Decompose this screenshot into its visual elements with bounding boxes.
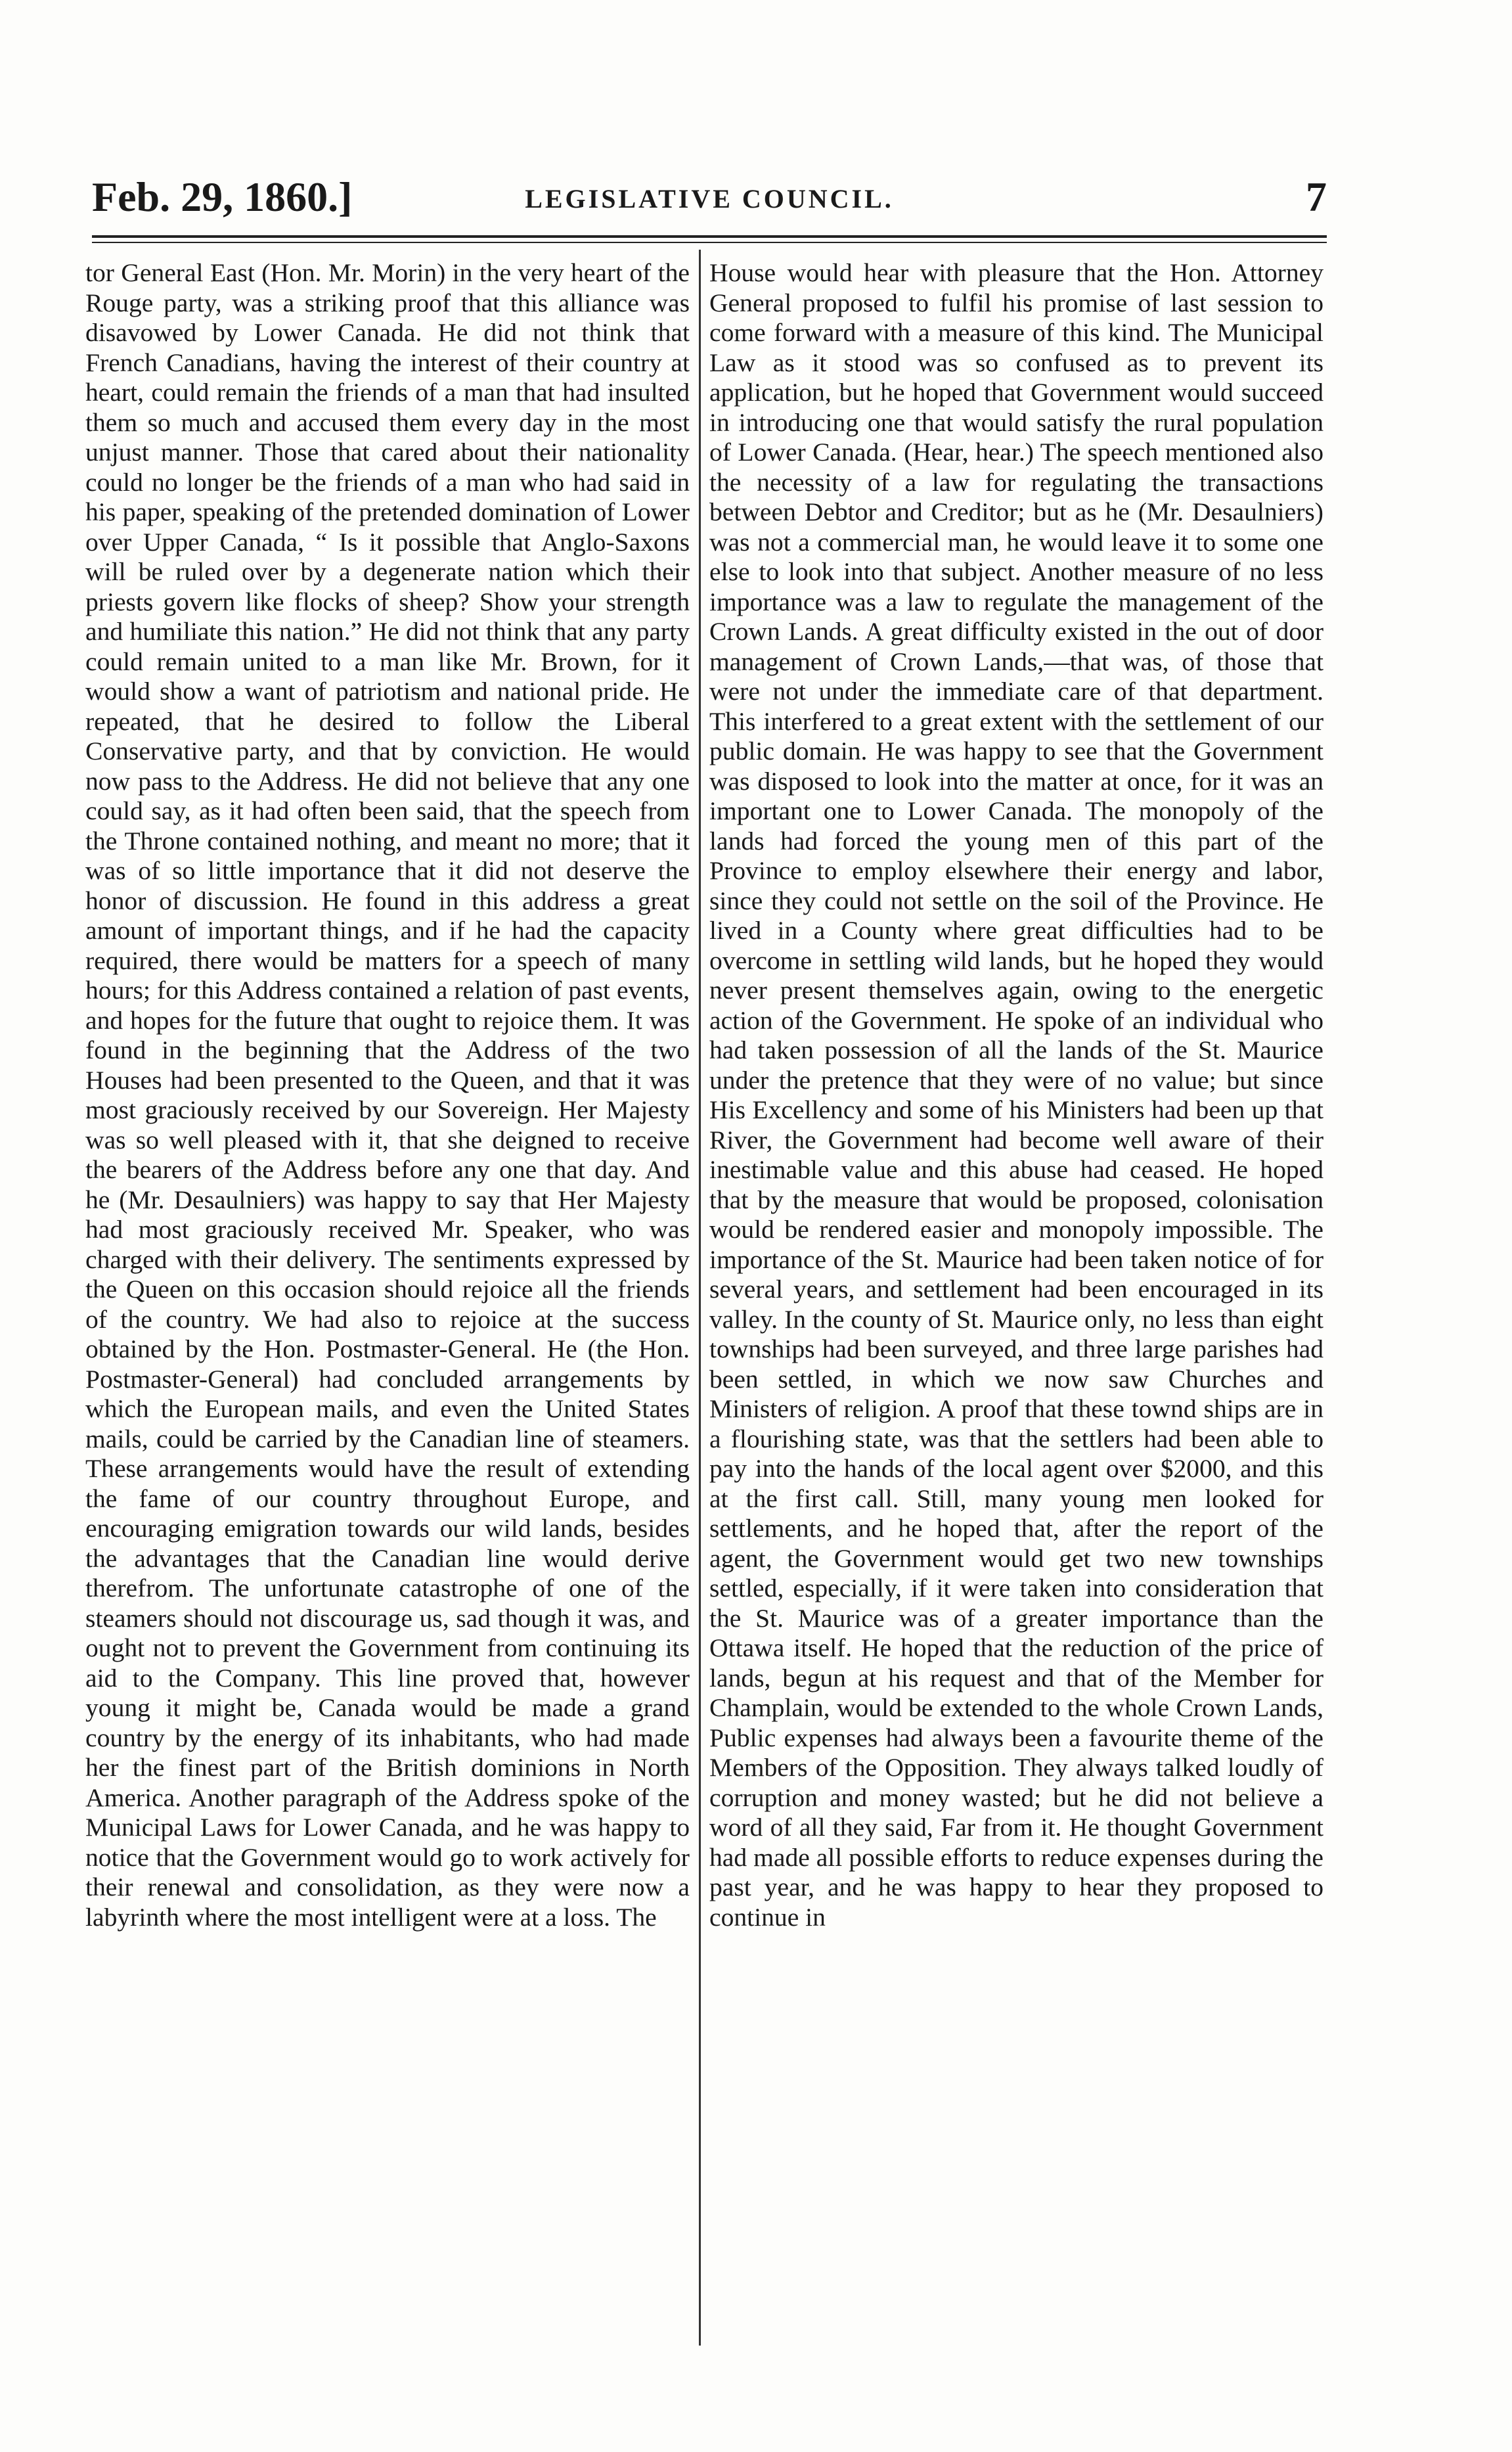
- running-title: LEGISLATIVE COUNCIL.: [525, 184, 894, 214]
- left-column: [85, 258, 690, 2361]
- page-header: [92, 168, 1327, 227]
- right-column: [709, 258, 1323, 2361]
- left-column-text: tor General East (Hon. Mr. Morin) in the very heart of the Rouge party, was a striking proof that this alliance was disavowed by Lower Canada. He did not think that French Canadians, having the interest of their country at heart, could remain the friends of a man that had insulted them so much and accused them every day in the most unjust manner. Those that cared about their nationality could no longer be the friends of a man who had said in his paper, speaking of the pretended domination of Lower over Upper Canada, “ Is it possible that Anglo-Saxons will be ruled over by a degenerate nation which their priests govern like flocks of sheep? Show your strength and humiliate this nation.” He did not think that any party could remain united to a man like Mr. Brown, for it would show a want of patriotism and national pride. He repeated, that he desired to follow the Liberal Conservative party, and that by conviction. He would now pass to the Address. He did not believe that any one could say, as it had often been said, that the speech from the Throne contained nothing, and meant no more; that it was of so little importance that it did not deserve the honor of discussion. He found in this address a great amount of important things, and if he had the capacity required, there would be matters for a speech of many hours; for this Address contained a relation of past events, and hopes for the future that ought to rejoice them. It was found in the beginning that the Address of the two Houses had been presented to the Queen, and that it was most graciously received by our Sovereign. Her Majesty was so well pleased with it, that she deigned to receive the bearers of the Address before any one that day. And he (Mr. Desaulniers) was happy to say that Her Majesty had most graciously received Mr. Speaker, who was charged with their delivery. The sentiments expressed by the Queen on this occasion should rejoice all the friends of the country. We had also to rejoice at the success obtained by the Hon. Postmaster-General. He (the Hon. Postmaster-General) had concluded arrangements by which the European mails, and even the United States mails, could be carried by the Canadian line of steamers. These arrangements would have the result of extending the fame of our country throughout Europe, and encouraging emigration towards our wild lands, besides the advantages that the Canadian line would derive therefrom. The unfortunate catastrophe of one of the steamers should not discourage us, sad though it was, and ought not to prevent the Government from continuing its aid to the Company. This line proved that, however young it might be, Canada would be made a grand country by the energy of its inhabitants, who had made her the finest part of the British dominions in North America. Another paragraph of the Address spoke of the Municipal Laws for Lower Canada, and he was happy to notice that the Government would go to work actively for their renewal and consolidation, as they were now a labyrinth where the most intelligent were at a loss. The: [85, 258, 690, 1932]
- column-divider: [699, 250, 701, 2346]
- right-column-text: House would hear with pleasure that the Hon. Attorney General proposed to fulfil his promise of last session to come forward with a measure of this kind. The Municipal Law as it stood was so confused as to prevent its application, but he hoped that Government would succeed in introducing one that would satisfy the rural population of Lower Canada. (Hear, hear.) The speech mentioned also the necessity of a law for regulating the transactions between Debtor and Creditor; but as he (Mr. Desaulniers) was not a commercial man, he would leave it to some one else to look into that subject. Another measure of no less importance was a law to regulate the management of the Crown Lands. A great difficulty existed in the out of door management of Crown Lands,—that was, of those that were not under the immediate care of that department. This interfered to a great extent with the settlement of our public domain. He was happy to see that the Government was disposed to look into the matter at once, for it was an important one to Lower Canada. The monopoly of the lands had forced the young men of this part of the Province to employ elsewhere their energy and labor, since they could not settle on the soil of the Province. He lived in a County where great difficulties had to be overcome in settling wild lands, but he hoped they would never present themselves again, owing to the energetic action of the Government. He spoke of an individual who had taken possession of all the lands of the St. Maurice under the pretence that they were of no value; but since His Excellency and some of his Ministers had been up that River, the Government had become well aware of their inestimable value and this abuse had ceased. He hoped that by the measure that would be proposed, colonisation would be rendered easier and monopoly impossible. The importance of the St. Maurice had been taken notice of for several years, and settlement had been encouraged in its valley. In the county of St. Maurice only, no less than eight townships had been surveyed, and three large parishes had been settled, in which we now saw Churches and Ministers of religion. A proof that these townd ships are in a flourishing state, was that the settlers had been able to pay into the hands of the local agent over $2000, and this at the first call. Still, many young men looked for settlements, and he hoped that, after the report of the agent, the Government would get two new townships settled, especially, if it were taken into consideration that the St. Maurice was of a greater importance than the Ottawa itself. He hoped that the reduction of the price of lands, begun at his request and that of the Member for Champlain, would be extended to the whole Crown Lands, Public expenses had always been a favourite theme of the Members of the Opposition. They always talked loudly of corruption and money wasted; but he did not believe a word of all they said, Far from it. He thought Government had made all possible efforts to reduce expenses during the past year, and he was happy to hear they proposed to continue in: [709, 258, 1323, 1932]
- header-date: Feb. 29, 1860.]: [92, 173, 353, 220]
- page-number: 7: [1306, 173, 1327, 220]
- header-rule: [92, 235, 1327, 238]
- header-rule-thin: [92, 242, 1327, 243]
